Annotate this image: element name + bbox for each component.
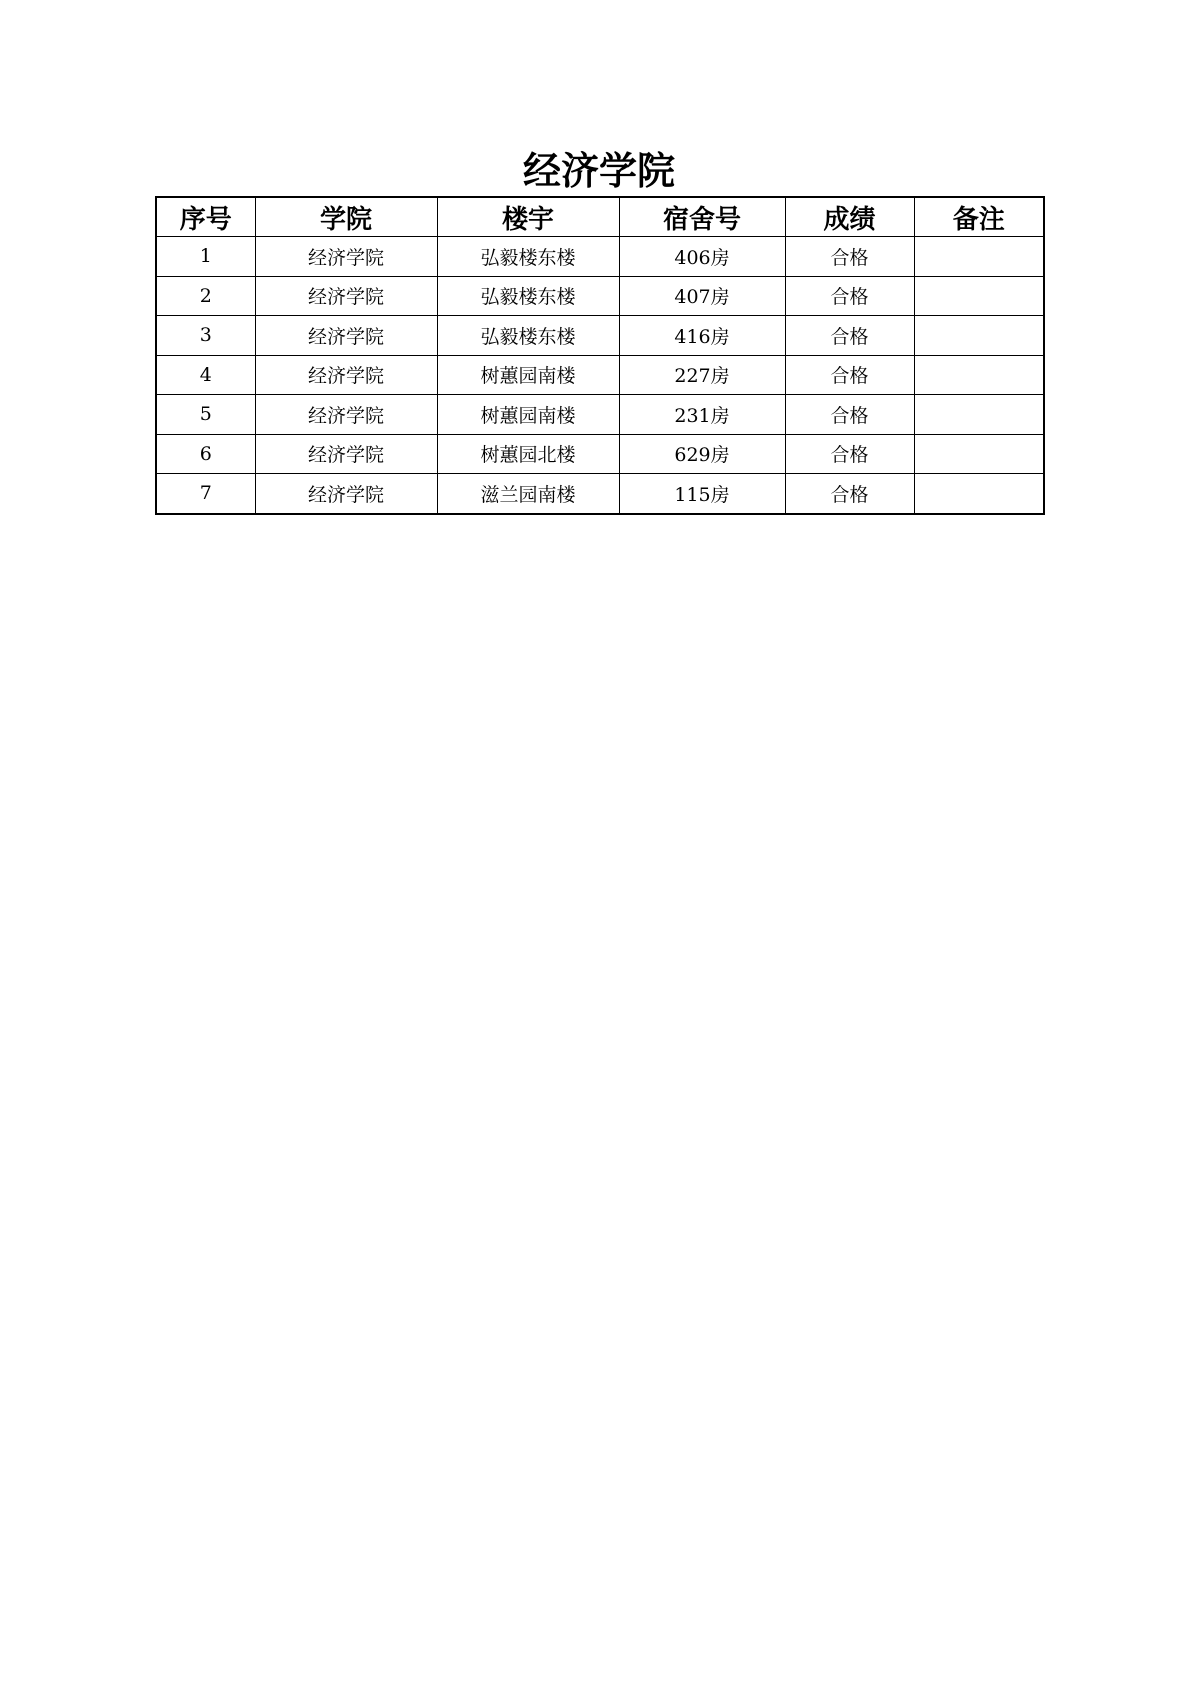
header-room: 宿舍号 [619, 197, 785, 237]
cell-remark [914, 316, 1044, 356]
header-no: 序号 [156, 197, 255, 237]
cell-no: 1 [156, 237, 255, 277]
table-row [156, 474, 1044, 514]
cell-college: 经济学院 [255, 237, 437, 277]
table-row [156, 316, 1044, 356]
cell-building: 滋兰园南楼 [437, 474, 619, 514]
header-remark: 备注 [914, 197, 1044, 237]
cell-college: 经济学院 [255, 434, 437, 474]
cell-room: 227房 [619, 355, 785, 395]
cell-room: 629房 [619, 434, 785, 474]
cell-college: 经济学院 [255, 395, 437, 435]
header-building: 楼宇 [437, 197, 619, 237]
cell-no: 6 [156, 434, 255, 474]
table-row [156, 355, 1044, 395]
cell-no: 2 [156, 276, 255, 316]
cell-building: 树蕙园南楼 [437, 355, 619, 395]
cell-remark [914, 474, 1044, 514]
cell-remark [914, 237, 1044, 277]
cell-result: 合格 [785, 395, 914, 435]
cell-remark [914, 276, 1044, 316]
cell-room: 115房 [619, 474, 785, 514]
cell-no: 7 [156, 474, 255, 514]
cell-result: 合格 [785, 355, 914, 395]
table-row [156, 434, 1044, 474]
cell-remark [914, 355, 1044, 395]
cell-result: 合格 [785, 276, 914, 316]
cell-no: 3 [156, 316, 255, 356]
document-title: 经济学院 [522, 149, 675, 193]
cell-remark [914, 395, 1044, 435]
cell-room: 231房 [619, 395, 785, 435]
header-college: 学院 [255, 197, 437, 237]
header-result: 成绩 [785, 197, 914, 237]
cell-college: 经济学院 [255, 355, 437, 395]
cell-college: 经济学院 [255, 316, 437, 356]
cell-remark [914, 434, 1044, 474]
cell-room: 416房 [619, 316, 785, 356]
table-row [156, 237, 1044, 277]
cell-building: 弘毅楼东楼 [437, 237, 619, 277]
cell-result: 合格 [785, 316, 914, 356]
table-header-row [156, 197, 1044, 237]
cell-building: 弘毅楼东楼 [437, 276, 619, 316]
dormitory-inspection-table [155, 196, 1045, 515]
cell-result: 合格 [785, 434, 914, 474]
cell-room: 407房 [619, 276, 785, 316]
cell-no: 5 [156, 395, 255, 435]
cell-college: 经济学院 [255, 474, 437, 514]
table-row [156, 395, 1044, 435]
cell-building: 树蕙园南楼 [437, 395, 619, 435]
cell-room: 406房 [619, 237, 785, 277]
cell-building: 弘毅楼东楼 [437, 316, 619, 356]
cell-college: 经济学院 [255, 276, 437, 316]
cell-result: 合格 [785, 237, 914, 277]
table-row [156, 276, 1044, 316]
cell-no: 4 [156, 355, 255, 395]
cell-result: 合格 [785, 474, 914, 514]
cell-building: 树蕙园北楼 [437, 434, 619, 474]
